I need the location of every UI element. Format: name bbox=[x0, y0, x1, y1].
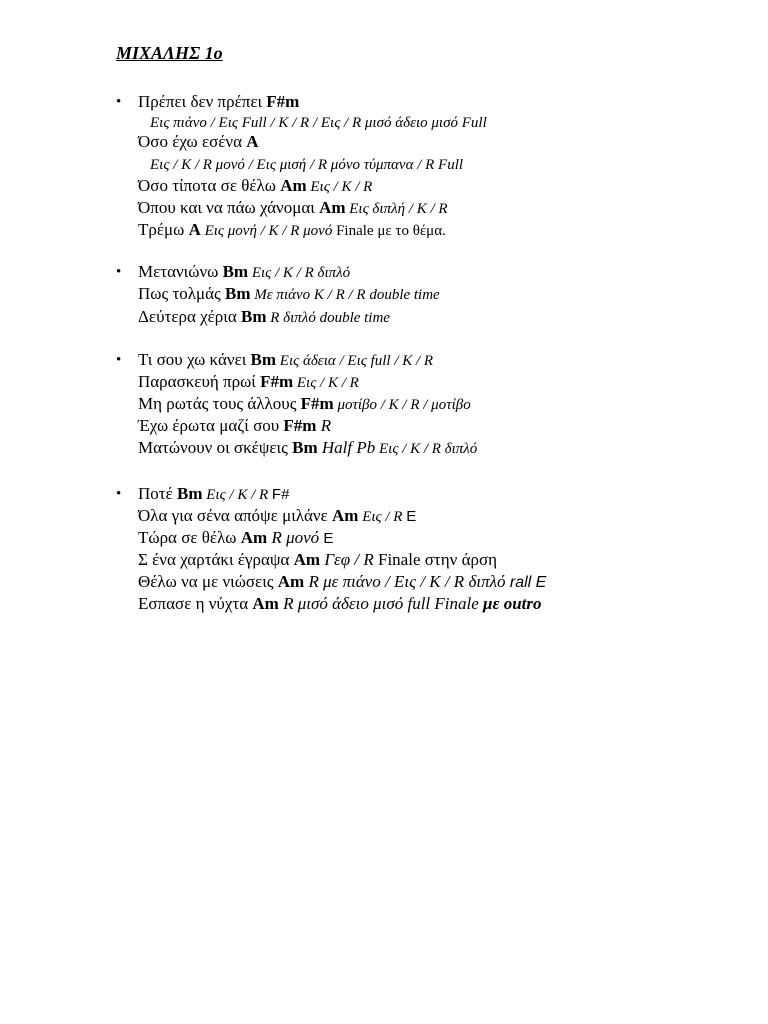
chord-label: Bm bbox=[225, 284, 251, 303]
page-title: ΜΙΧΑΛΗΣ 1ο bbox=[116, 43, 223, 63]
line-text: Εις / K / R bbox=[306, 179, 373, 195]
line-text: Με πιάνο K / R / R double time bbox=[250, 287, 440, 303]
chord-label: Bm bbox=[177, 484, 203, 503]
chord-label: A bbox=[188, 220, 201, 239]
chord-label: Am bbox=[280, 176, 307, 195]
line-text: R μισό άδειο μισό full Finale bbox=[278, 594, 484, 613]
line-text: Πρέπει δεν πρέπει bbox=[138, 92, 267, 111]
lyric-line bbox=[138, 506, 416, 527]
line-text: Μη ρωτάς τους άλλους bbox=[138, 394, 301, 413]
bullet: • bbox=[116, 94, 122, 110]
line-text: Σ ένα χαρτάκι έγραψα bbox=[138, 550, 294, 569]
line-text: Εις μονή / K / R μονό bbox=[200, 223, 333, 239]
chord-label: Bm bbox=[241, 307, 267, 326]
lyric-line bbox=[138, 284, 440, 305]
line-text: Εσπασε η νύχτα bbox=[138, 594, 253, 613]
line-text: Όλα για σένα απόψε μιλάνε bbox=[138, 506, 332, 525]
line-text: Εις / K / R bbox=[293, 375, 359, 391]
line-text: Εις πιάνο / Εις Full / K / R / Εις / R μισό άδειο μισό Full bbox=[150, 115, 487, 131]
chord-label: Am bbox=[332, 506, 359, 525]
line-text: Γεφ / R bbox=[320, 550, 378, 569]
lyric-line bbox=[150, 112, 487, 133]
lyric-line bbox=[138, 220, 446, 241]
lyric-line bbox=[138, 594, 542, 614]
line-text: Εις / R bbox=[358, 509, 407, 525]
lyric-line bbox=[138, 198, 448, 219]
line-text: Παρασκευή πρωί bbox=[138, 372, 261, 391]
line-text: Τρέμω bbox=[138, 220, 189, 239]
line-text: R μονό bbox=[267, 528, 324, 547]
line-text: Θέλω να με νιώσεις bbox=[138, 572, 278, 591]
lyric-line bbox=[138, 438, 477, 459]
chord-label: Bm bbox=[292, 438, 318, 457]
line-text: Ματώνουν οι σκέψεις bbox=[138, 438, 293, 457]
line-text: Εις διπλή / K / R bbox=[345, 201, 448, 217]
lyric-line bbox=[138, 394, 471, 415]
line-text: με outro bbox=[483, 594, 542, 613]
lyric-line bbox=[138, 92, 299, 112]
chord-label: Bm bbox=[250, 350, 277, 369]
lyric-line bbox=[138, 550, 497, 570]
line-text: Finale με το θέμα. bbox=[332, 223, 446, 239]
line-text: Εις / K / R διπλό bbox=[375, 441, 478, 457]
line-text: Half Pb bbox=[317, 438, 376, 457]
chord-label: Am bbox=[240, 528, 268, 547]
line-text: E bbox=[406, 508, 417, 525]
line-text: Εις / K / R μονό / Εις μισή / R μόνο τύμπανα / R Full bbox=[150, 157, 464, 173]
chord-label: F#m bbox=[260, 372, 294, 391]
bullet: • bbox=[116, 352, 122, 368]
lyric-line bbox=[138, 484, 289, 505]
line-text: Όσο έχω εσένα bbox=[138, 132, 247, 151]
line-text: Finale στην άρση bbox=[378, 550, 498, 569]
chord-label: Am bbox=[293, 550, 321, 569]
chord-label: Am bbox=[252, 594, 279, 613]
line-text: μοτίβο / K / R / μοτίβο bbox=[333, 397, 471, 413]
chord-label: F#m bbox=[283, 416, 317, 435]
lyric-line bbox=[150, 154, 463, 175]
line-text: Τώρα σε θέλω bbox=[138, 528, 241, 547]
chord-label: Bm bbox=[222, 262, 249, 281]
chord-label: F#m bbox=[300, 394, 334, 413]
line-text: Όσο τίποτα σε θέλω bbox=[138, 176, 281, 195]
line-text: E bbox=[323, 530, 334, 547]
line-text: F# bbox=[271, 486, 290, 503]
line-text: Μετανιώνω bbox=[138, 262, 223, 281]
lyric-line bbox=[138, 372, 359, 393]
lyric-line bbox=[138, 262, 350, 283]
line-text: Δεύτερα χέρια bbox=[138, 307, 241, 326]
lyric-line bbox=[138, 132, 259, 152]
lyric-line bbox=[138, 572, 546, 593]
chord-label: F#m bbox=[266, 92, 300, 111]
lyric-line bbox=[138, 176, 372, 197]
line-text: Όπου και να πάω χάνομαι bbox=[138, 198, 320, 217]
line-text: rall E bbox=[505, 574, 547, 591]
line-text: R με πιάνο / Εις / K / R διπλό bbox=[304, 572, 506, 591]
chord-label: Am bbox=[319, 198, 346, 217]
chord-label: Am bbox=[277, 572, 305, 591]
line-text: Εις / K / R bbox=[202, 487, 272, 503]
line-text: Τι σου χω κάνει bbox=[138, 350, 251, 369]
line-text: Ποτέ bbox=[138, 484, 177, 503]
line-text: Πως τολμάς bbox=[138, 284, 226, 303]
line-text: Εις / K / R διπλό bbox=[248, 265, 351, 281]
line-text: R διπλό double time bbox=[266, 310, 390, 326]
bullet: • bbox=[116, 486, 122, 502]
lyric-line bbox=[138, 528, 333, 549]
line-text: Έχω έρωτα μαζί σου bbox=[138, 416, 284, 435]
line-text: R bbox=[316, 416, 332, 435]
lyric-line bbox=[138, 307, 390, 328]
lyric-line bbox=[138, 416, 331, 436]
bullet: • bbox=[116, 264, 122, 280]
line-text: Εις άδεια / Εις full / K / R bbox=[276, 353, 434, 369]
chord-label: A bbox=[246, 132, 259, 151]
lyric-line bbox=[138, 350, 433, 371]
